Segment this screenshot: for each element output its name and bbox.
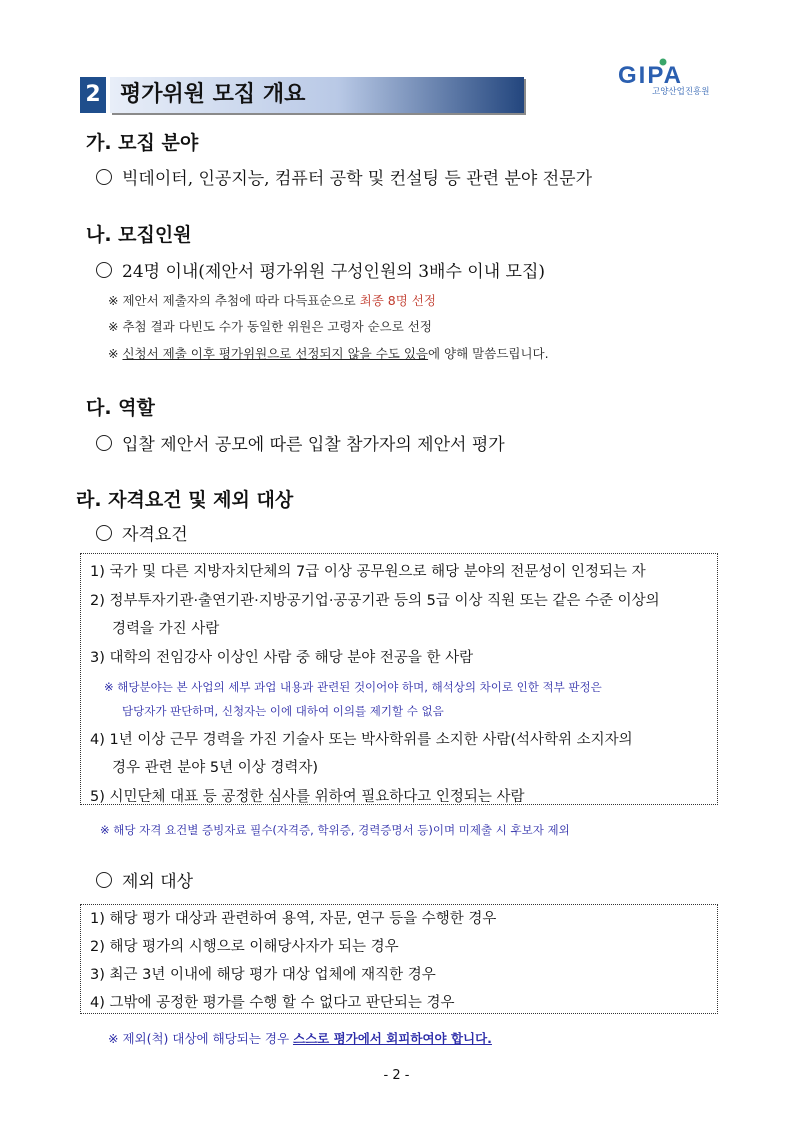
logo-sub: 고양산업진흥원 [652, 87, 710, 96]
circle-bullet-icon [96, 262, 112, 278]
qual-line-2: 2) 정부투자기관·출연기관·지방공기업·공공기관 등의 5급 이상 직원 또는 같은 수준 이상의 [90, 593, 660, 609]
circle-bullet-icon [96, 169, 112, 185]
excl-line-2: 2) 해당 평가의 시행으로 이해당사자가 되는 경우 [90, 939, 399, 955]
qual-note-b: 담당자가 판단하며, 신청자는 이에 대하여 이의를 제기할 수 없음 [122, 704, 444, 718]
qual-note-a: ※ 해당분야는 본 사업의 세부 과업 내용과 관련된 것이어야 하며, 해석상의 차이로 인한 적부 판정은 [104, 680, 602, 694]
heading-ra: 라. 자격요건 및 제외 대상 [76, 489, 294, 511]
qual-label: 자격요건 [96, 520, 188, 545]
circle-bullet-icon [96, 872, 112, 888]
qual-footnote: ※ 해당 자격 요건별 증빙자료 필수(자격증, 학위증, 경력증명서 등)이며 미제출 시 후보자 제외 [100, 823, 570, 837]
section-number: 2 [80, 77, 106, 113]
excl-line-3: 3) 최근 3년 이내에 해당 평가 대상 업체에 재직한 경우 [90, 967, 436, 983]
item-ga: 빅데이터, 인공지능, 컴퓨터 공학 및 컨설팅 등 관련 분야 전문가 [96, 164, 592, 189]
note-na-2: ※ 추첨 결과 다빈도 수가 동일한 위원은 고령자 순으로 선정 [108, 319, 432, 334]
qual-line-4b: 경우 관련 분야 5년 이상 경력자) [112, 760, 319, 776]
circle-bullet-icon [96, 525, 112, 541]
excl-line-4: 4) 그밖에 공정한 평가를 수행 할 수 없다고 판단되는 경우 [90, 995, 455, 1011]
qual-line-3: 3) 대학의 전임강사 이상인 사람 중 해당 분야 전공을 한 사람 [90, 650, 474, 666]
heading-ga: 가. 모집 분야 [86, 132, 199, 154]
heading-da: 다. 역할 [86, 397, 155, 419]
excl-label: 제외 대상 [96, 867, 193, 892]
note-na-3: ※ 신청서 제출 이후 평가위원으로 선정되지 않을 수도 있음에 양해 말씀드립니다. [108, 346, 549, 361]
item-da: 입찰 제안서 공모에 따른 입찰 참가자의 제안서 평가 [96, 430, 505, 455]
gipa-logo [618, 56, 730, 96]
qual-line-2b: 경력을 가진 사람 [112, 621, 220, 637]
item-na: 24명 이내(제안서 평가위원 구성인원의 3배수 이내 모집) [96, 257, 545, 282]
qual-line-4: 4) 1년 이상 근무 경력을 가진 기술사 또는 박사학위를 소지한 사람(석사학위 소지자의 [90, 732, 633, 748]
heading-na: 나. 모집인원 [86, 224, 192, 246]
qual-line-1: 1) 국가 및 다른 지방자치단체의 7급 이상 공무원으로 해당 분야의 전문성이 인정되는 자 [90, 564, 646, 580]
page-number: - 2 - [383, 1068, 410, 1083]
qual-line-5: 5) 시민단체 대표 등 공정한 심사를 위하여 필요하다고 인정되는 사람 [90, 789, 525, 805]
excl-footnote: ※ 제외(척) 대상에 해당되는 경우 스스로 평가에서 회피하여야 합니다. [108, 1031, 492, 1046]
section-title: 평가위원 모집 개요 [120, 82, 306, 107]
logo-text: GIPA [618, 62, 683, 89]
excl-line-1: 1) 해당 평가 대상과 관련하여 용역, 자문, 연구 등을 수행한 경우 [90, 911, 497, 927]
note-na-1: ※ 제안서 제출자의 추첨에 따라 다득표순으로 최종 8명 선정 [108, 293, 436, 308]
circle-bullet-icon [96, 435, 112, 451]
